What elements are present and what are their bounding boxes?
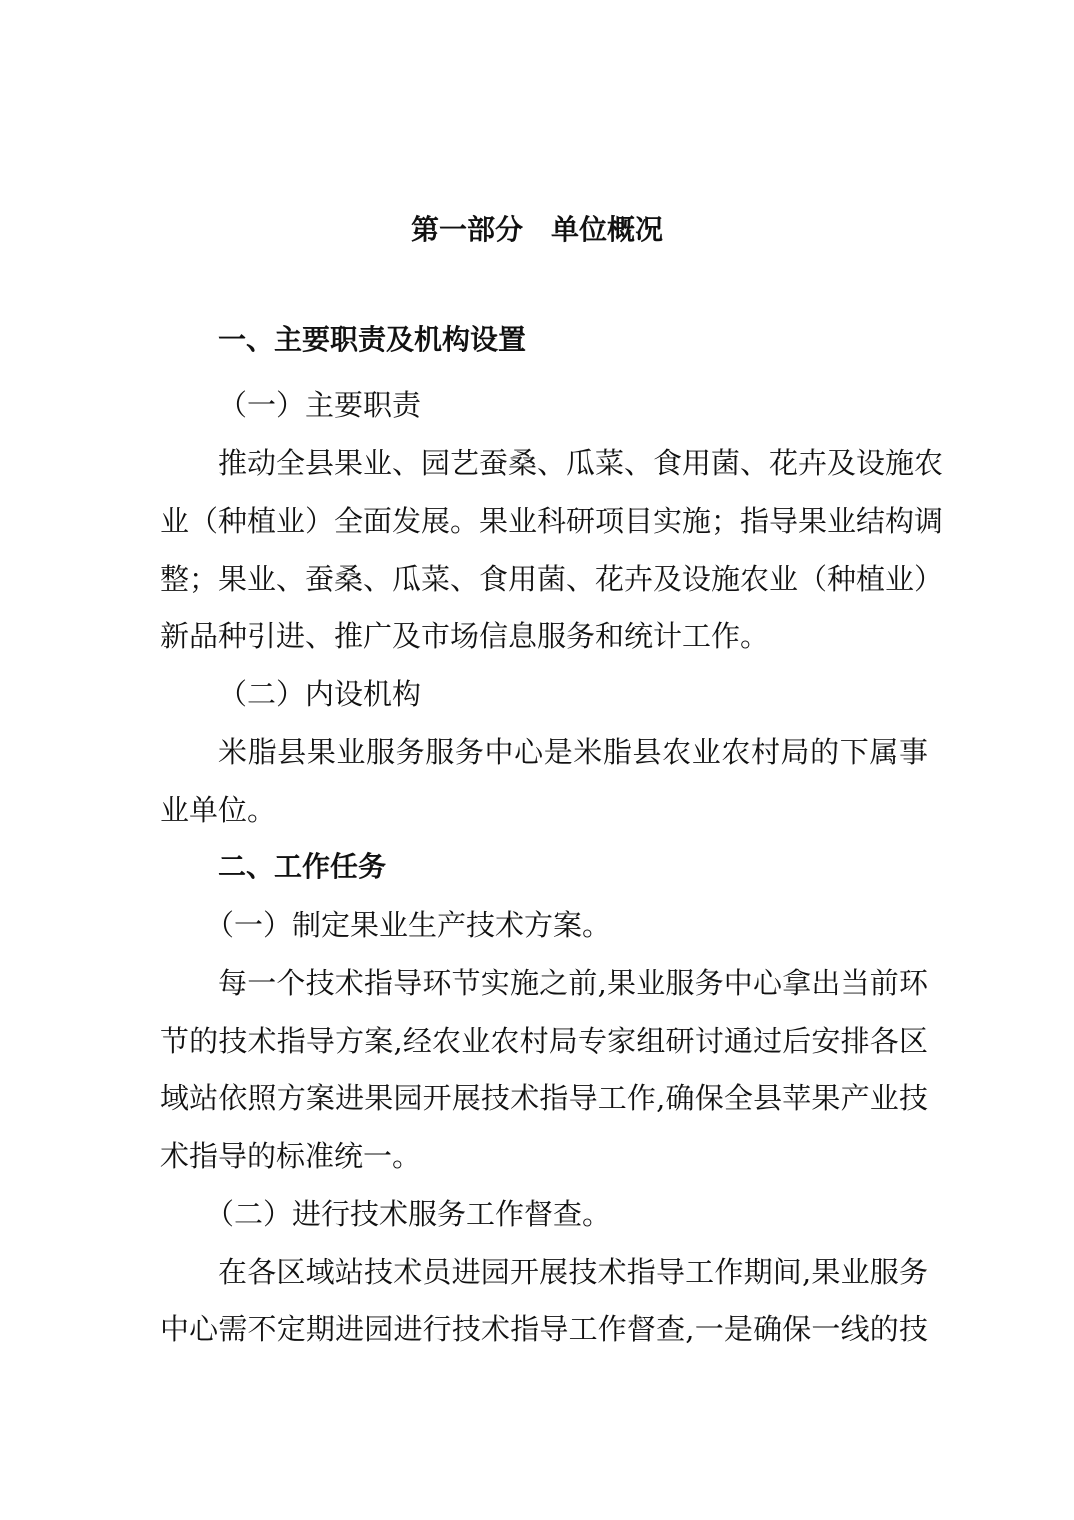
subsection-heading-duties: （一）主要职责 [218,388,422,422]
paragraph-line: 米脂县果业服务服务中心是米脂县农业农村局的下属事 [218,735,928,769]
paragraph-line: 域站依照方案进果园开展技术指导工作,确保全县苹果产业技 [160,1081,928,1115]
task-heading-2: （二）进行技术服务工作督查。 [205,1197,612,1231]
paragraph-line: 中心需不定期进园进行技术指导工作督查,一是确保一线的技 [160,1312,928,1346]
paragraph-line: 节的技术指导方案,经农业农村局专家组研讨通过后安排各区 [160,1024,928,1058]
paragraph-line: 推动全县果业、园艺蚕桑、瓜菜、食用菌、花卉及设施农 [218,446,944,480]
section-heading-2: 二、工作任务 [218,850,387,883]
section-heading-1: 一、主要职责及机构设置 [218,323,527,356]
paragraph-line: 术指导的标准统一。 [160,1139,422,1173]
subsection-heading-internal-units: （二）内设机构 [218,677,422,711]
paragraph-line: 业单位。 [160,793,277,827]
paragraph-line: 整；果业、蚕桑、瓜菜、食用菌、花卉及设施农业（种植业） [160,562,944,596]
paragraph-line: 业（种植业）全面发展。果业科研项目实施；指导果业结构调 [160,504,944,538]
paragraph-line: 在各区域站技术员进园开展技术指导工作期间,果业服务 [218,1255,928,1289]
task-heading-1: （一）制定果业生产技术方案。 [205,908,612,942]
paragraph-line: 每一个技术指导环节实施之前,果业服务中心拿出当前环 [218,966,928,1000]
paragraph-line: 新品种引进、推广及市场信息服务和统计工作。 [160,619,770,653]
page-title: 第一部分 单位概况 [410,213,663,246]
